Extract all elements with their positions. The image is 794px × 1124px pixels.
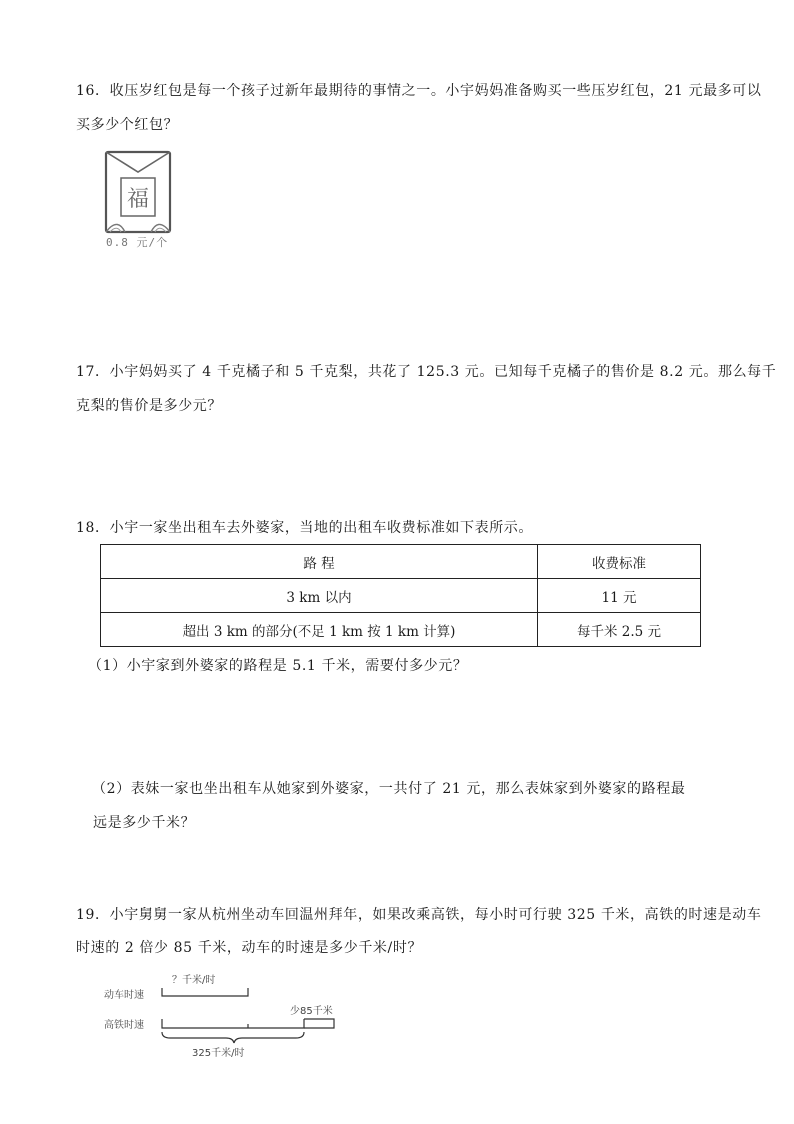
table-row <box>101 613 701 647</box>
label-less-85: 少85千米 <box>290 1006 333 1017</box>
table-row <box>101 579 701 613</box>
emu-bar <box>162 988 248 996</box>
table-header-row <box>101 545 701 579</box>
label-emu-unknown: ？千米/时 <box>172 975 216 986</box>
q19-line-2: 时速的 2 倍少 85 千米，动车的时速是多少千米/时？ <box>76 940 423 956</box>
speed-bar-diagram <box>100 972 360 1062</box>
table-cell: 3 km 以内 <box>101 579 538 613</box>
envelope-price: 0.8 元/个 <box>106 236 169 249</box>
q18-intro: 18．小宇一家坐出租车去外婆家，当地的出租车收费标准如下表所示。 <box>76 520 534 536</box>
q16-line-2: 买多少个红包？ <box>76 117 179 133</box>
q19-line-1: 19．小宇舅舅一家从杭州坐动车回温州拜年，如果改乘高铁，每小时可行驶 325 千米，高铁的时速是动车 <box>76 907 762 923</box>
q18-part-2-line-1: （2）表妹一家也坐出租车从她家到外婆家，一共付了 21 元，那么表妹家到外婆家的路程最 <box>92 781 686 797</box>
label-hsr-total: 325千米/时 <box>192 1048 245 1059</box>
label-emu-speed: 动车时速 <box>104 990 144 1001</box>
fare-table <box>100 544 701 647</box>
q18-part-2-line-2: 远是多少千米？ <box>93 815 196 831</box>
fu-character: 福 <box>126 187 150 212</box>
q17-line-1: 17．小宇妈妈买了 4 千克橘子和 5 千克梨，共花了 125.3 元。已知每千克橘子的售价是 8.2 元。那么每千 <box>76 364 777 380</box>
table-cell: 每千米 2.5 元 <box>538 613 701 647</box>
q17-line-2: 克梨的售价是多少元？ <box>76 398 222 414</box>
total-brace <box>162 1032 304 1043</box>
q16-line-1: 16．收压岁红包是每一个孩子过新年最期待的事情之一。小宇妈妈准备购买一些压岁红包，21 元最多可以 <box>76 83 762 99</box>
label-hsr-speed: 高铁时速 <box>104 1020 144 1031</box>
q18-part-1: （1）小宇家到外婆家的路程是 5.1 千米，需要付多少元？ <box>88 658 468 674</box>
table-header-distance: 路 程 <box>101 545 538 579</box>
hsr-bar <box>162 1019 304 1028</box>
table-cell: 超出 3 km 的部分(不足 1 km 按 1 km 计算) <box>101 613 538 647</box>
table-header-fee: 收费标准 <box>538 545 701 579</box>
less-85-segment <box>304 1019 334 1028</box>
table-cell: 11 元 <box>538 579 701 613</box>
